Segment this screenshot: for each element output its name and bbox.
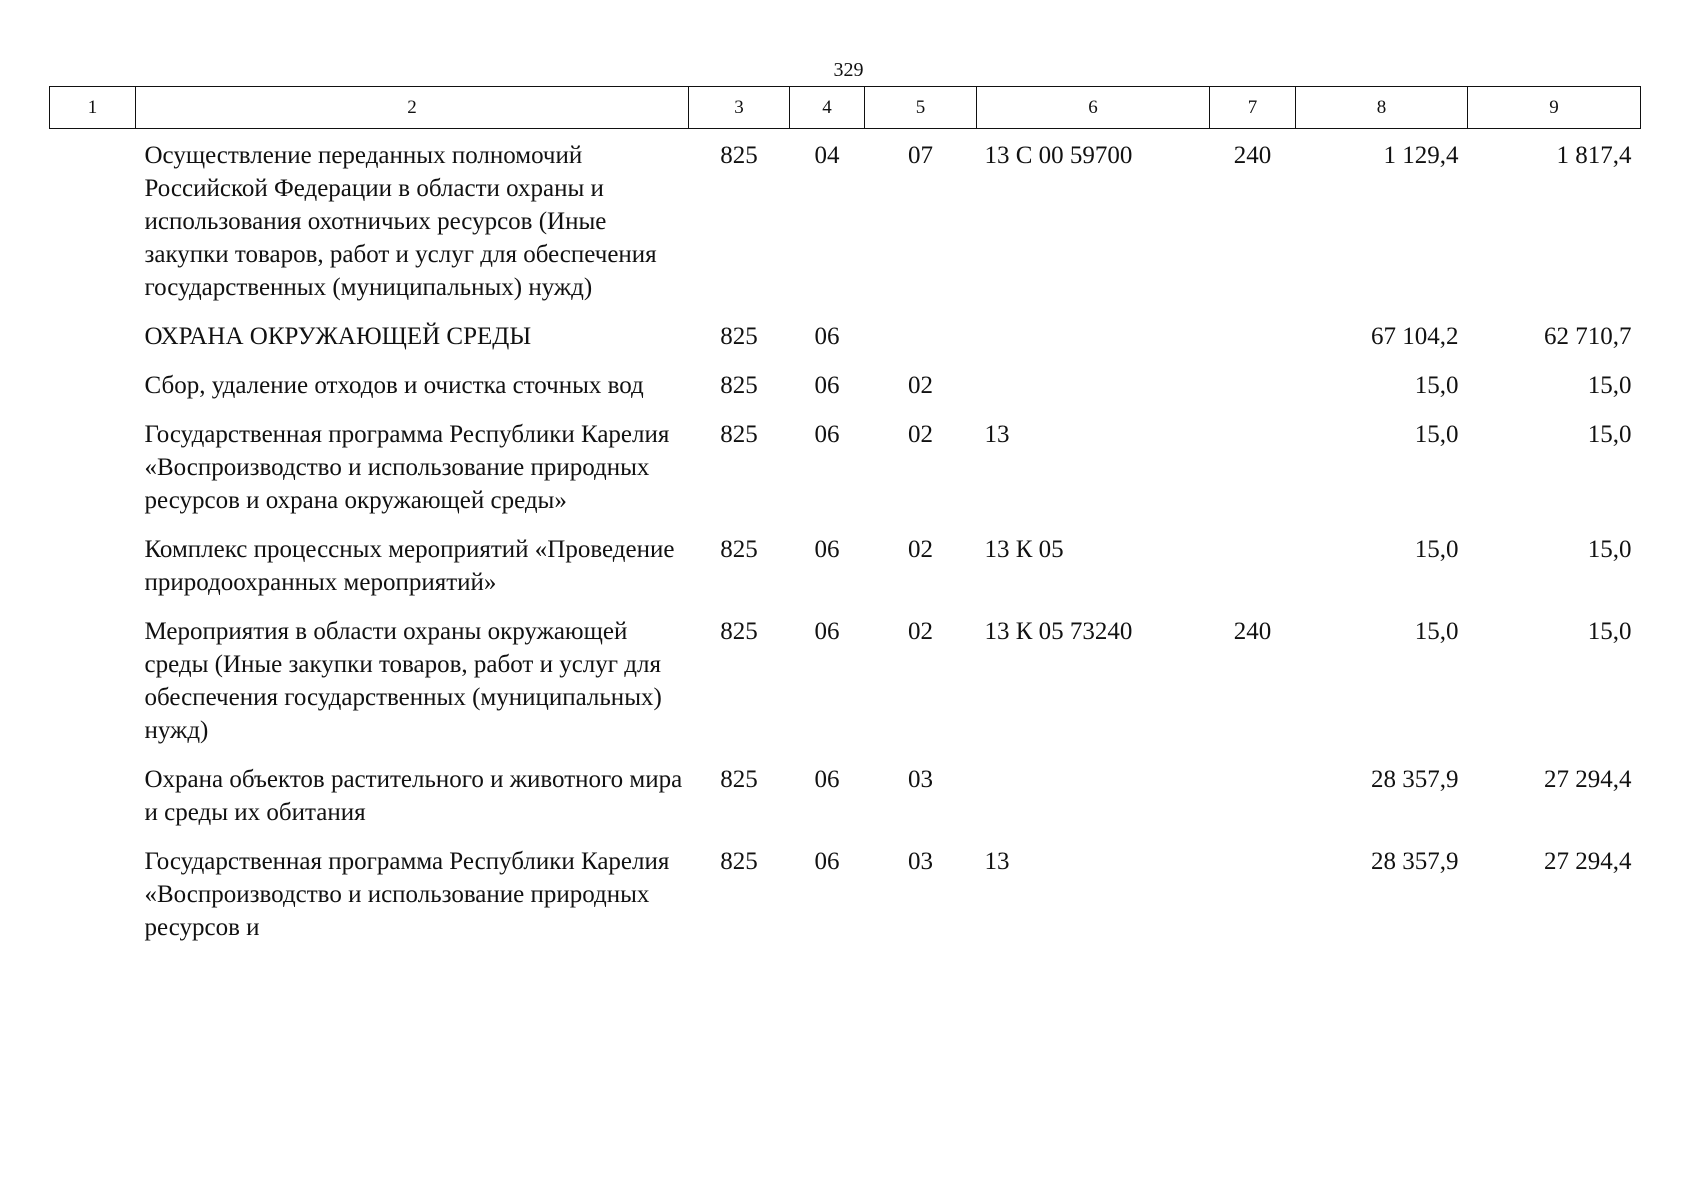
cell-section: 06 [814,372,840,399]
cell-expense-type [1210,763,1296,845]
cell-row-number [50,845,136,960]
table-row [50,615,1641,763]
cell-admin-code: 825 [720,766,758,793]
cell-target-article: 13 [984,848,1010,875]
cell-amount-year1: 28 357,9 [1371,848,1459,875]
cell-amount-year1: 28 357,9 [1371,766,1459,793]
page-number: 329 [833,59,864,81]
cell-target-article [977,763,1210,845]
cell-amount-year1: 1 129,4 [1383,142,1459,169]
table-row [50,418,1641,533]
cell-target-article [977,369,1210,418]
cell-subsection: 02 [908,372,933,399]
cell-subsection: 07 [908,142,933,169]
header-col-2: 2 [136,87,689,129]
cell-row-number [50,369,136,418]
cell-admin-code: 825 [720,536,758,563]
cell-amount-year2: 62 710,7 [1544,323,1632,350]
cell-amount-year2: 15,0 [1587,421,1632,448]
cell-name: Мероприятия в области охраны окружающей среды (Иные закупки товаров, работ и услуг для обеспечения государственных (муниципальных) нужд) [144,618,662,744]
cell-section: 04 [814,142,840,169]
header-col-4: 4 [790,87,865,129]
cell-expense-type [1210,418,1296,533]
cell-amount-year1: 67 104,2 [1371,323,1459,350]
cell-admin-code: 825 [720,421,758,448]
table-row [50,129,1641,321]
cell-name: Государственная программа Республики Карелия «Воспроизводство и использование природных ресурсов и охрана окружающей среды» [144,421,670,514]
cell-admin-code: 825 [720,618,758,645]
cell-row-number [50,129,136,321]
table-row [50,320,1641,369]
cell-admin-code: 825 [720,142,758,169]
cell-admin-code: 825 [720,372,758,399]
cell-admin-code: 825 [720,848,758,875]
cell-subsection: 03 [908,848,933,875]
cell-section: 06 [814,618,840,645]
cell-section: 06 [814,323,840,350]
header-col-9: 9 [1468,87,1641,129]
cell-row-number [50,615,136,763]
cell-subsection: 03 [908,766,933,793]
cell-target-article: 13 С 00 59700 [984,142,1133,169]
cell-expense-type [1210,533,1296,615]
header-col-5: 5 [865,87,977,129]
cell-row-number [50,418,136,533]
cell-expense-type: 240 [1233,142,1272,169]
budget-table [49,86,1641,960]
cell-name: Осуществление переданных полномочий Российской Федерации в области охраны и использования охотничьих ресурсов (Иные закупки товаров, работ и услуг для обеспечения государственных (муниципальных) нужд) [144,142,657,301]
table-row [50,763,1641,845]
header-col-3: 3 [689,87,790,129]
cell-target-article: 13 К 05 73240 [984,618,1133,645]
cell-section: 06 [814,536,840,563]
cell-expense-type: 240 [1233,618,1272,645]
cell-name: ОХРАНА ОКРУЖАЮЩЕЙ СРЕДЫ [144,323,532,350]
cell-row-number [50,763,136,845]
cell-name: Сбор, удаление отходов и очистка сточных вод [144,372,644,399]
cell-subsection [865,320,977,369]
cell-expense-type [1210,369,1296,418]
cell-amount-year2: 15,0 [1587,372,1632,399]
cell-amount-year1: 15,0 [1414,372,1459,399]
table-header [50,87,1641,129]
cell-amount-year2: 27 294,4 [1544,766,1632,793]
cell-expense-type [1210,845,1296,960]
cell-amount-year2: 27 294,4 [1544,848,1632,875]
header-col-7: 7 [1210,87,1296,129]
header-col-1: 1 [50,87,136,129]
cell-admin-code: 825 [720,323,758,350]
cell-subsection: 02 [908,618,933,645]
cell-target-article: 13 [984,421,1010,448]
cell-name: Охрана объектов растительного и животного мира и среды их обитания [144,766,683,826]
cell-subsection: 02 [908,536,933,563]
cell-target-article: 13 К 05 [984,536,1064,563]
cell-amount-year1: 15,0 [1414,536,1459,563]
cell-row-number [50,533,136,615]
table-row [50,533,1641,615]
cell-section: 06 [814,766,840,793]
cell-amount-year1: 15,0 [1414,421,1459,448]
cell-amount-year2: 15,0 [1587,536,1632,563]
cell-subsection: 02 [908,421,933,448]
cell-name: Государственная программа Республики Карелия «Воспроизводство и использование природных ресурсов и [144,848,670,941]
cell-amount-year2: 1 817,4 [1556,142,1632,169]
table-row [50,845,1641,960]
cell-amount-year2: 15,0 [1587,618,1632,645]
header-col-6: 6 [977,87,1210,129]
table-body [50,129,1641,961]
header-col-8: 8 [1296,87,1468,129]
table-row [50,369,1641,418]
header-row [50,87,1641,129]
cell-name: Комплекс процессных мероприятий «Проведение природоохранных мероприятий» [144,536,675,596]
cell-expense-type [1210,320,1296,369]
cell-amount-year1: 15,0 [1414,618,1459,645]
cell-target-article [977,320,1210,369]
cell-section: 06 [814,848,840,875]
cell-section: 06 [814,421,840,448]
cell-row-number [50,320,136,369]
